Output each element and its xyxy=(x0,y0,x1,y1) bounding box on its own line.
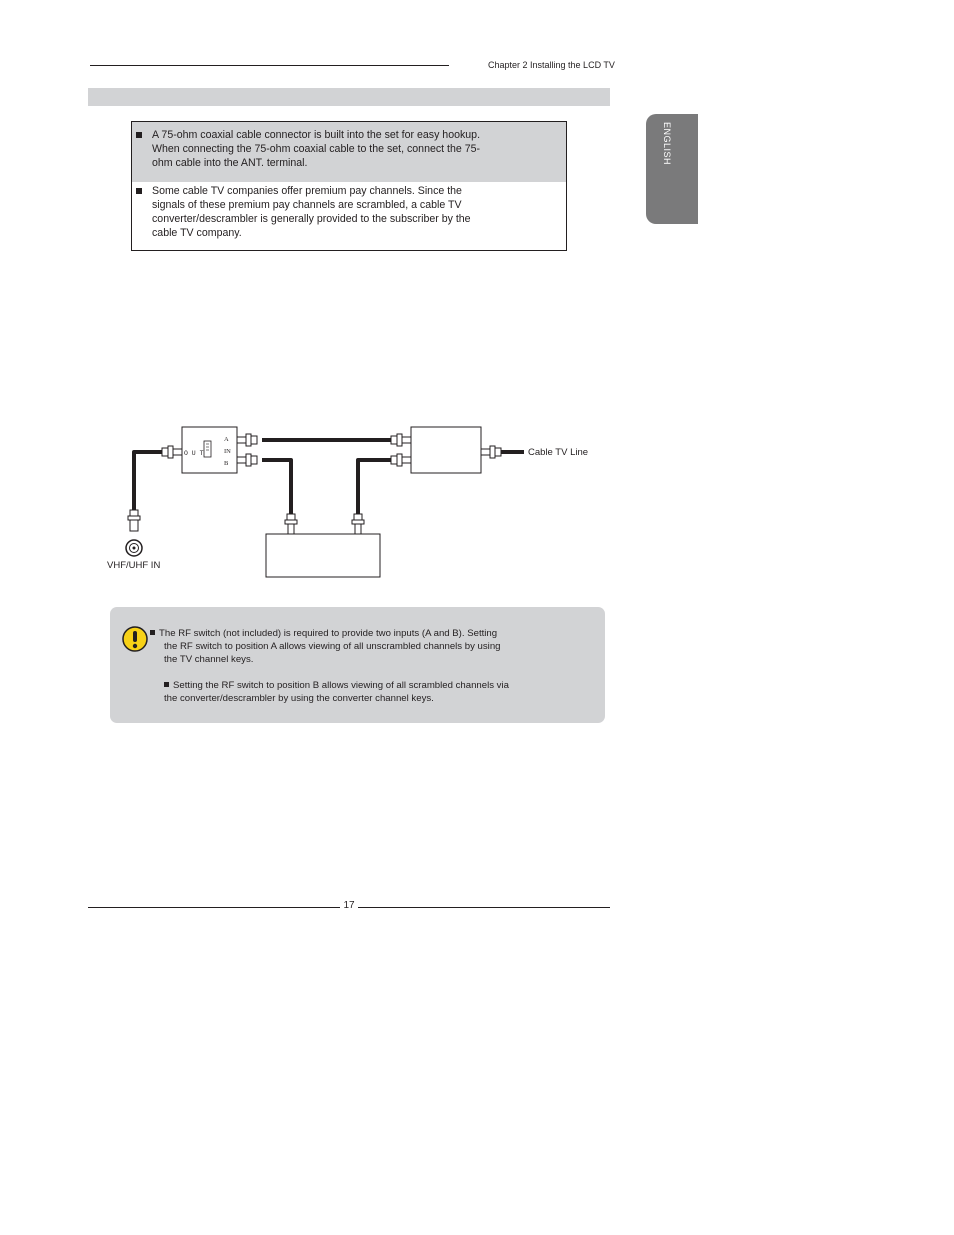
bullet-icon xyxy=(164,682,169,687)
vhf-uhf-jack-icon xyxy=(126,540,142,556)
note-line: converter/descrambler is generally provided to the subscriber by the xyxy=(152,213,471,225)
connector-tv-icon xyxy=(128,510,140,531)
switch-slider-icon xyxy=(204,441,211,457)
cable-b-to-bottom-box xyxy=(262,460,291,516)
rf-switch-b-label: B xyxy=(224,460,229,467)
note-box xyxy=(131,121,567,251)
page-number: 17 xyxy=(343,900,355,911)
note-line: Some cable TV companies offer premium pay channels. Since the xyxy=(152,185,462,197)
caution-icon xyxy=(122,626,148,652)
chapter-title: Chapter 2 Installing the LCD TV xyxy=(488,60,615,70)
note-line: A 75-ohm coaxial cable connector is built into the set for easy hookup. xyxy=(152,129,481,141)
bottom-box xyxy=(266,534,380,577)
caution-item-rf-switch xyxy=(150,627,501,666)
footer-rule-right xyxy=(358,907,610,908)
connector-b-icon xyxy=(237,454,257,466)
connector-right-box-bottom-icon xyxy=(391,454,411,466)
cable-out-to-tv xyxy=(134,452,162,512)
note-item-coaxial xyxy=(152,128,512,170)
caution-line: the converter/descrambler by using the converter channel keys. xyxy=(164,693,434,704)
rf-switch-in-label: IN xyxy=(224,448,231,455)
connector-bottom-right-icon xyxy=(352,514,364,534)
note-line: signals of these premium pay channels are scrambled, a cable TV xyxy=(152,199,462,211)
caution-line: The RF switch (not included) is required to provide two inputs (A and B). Setting xyxy=(159,628,498,639)
rf-switch-a-label: A xyxy=(224,436,229,443)
header-rule xyxy=(90,65,449,66)
connector-cable-line-icon xyxy=(481,446,501,458)
section-band xyxy=(88,88,610,106)
connector-out-icon xyxy=(162,446,182,458)
caution-line: Setting the RF switch to position B allows viewing of all scrambled channels via xyxy=(173,680,509,691)
bullet-icon xyxy=(150,630,155,635)
note-line: ohm cable into the ANT. terminal. xyxy=(152,157,308,169)
language-label: ENGLISH xyxy=(662,122,672,166)
caution-item-position-b xyxy=(150,679,509,705)
language-tab[interactable] xyxy=(646,114,698,224)
footer-rule-left xyxy=(88,907,340,908)
connector-right-box-top-icon xyxy=(391,434,411,446)
caution-box xyxy=(110,607,605,723)
rf-switch-out-label: O U T xyxy=(184,450,204,457)
note-line: cable TV company. xyxy=(152,227,242,239)
cable-bottom-box-to-right-box xyxy=(358,460,392,516)
note-item-premium xyxy=(152,184,512,240)
connector-a-icon xyxy=(237,434,257,446)
bullet-icon xyxy=(136,188,142,194)
caution-line: the TV channel keys. xyxy=(164,654,254,665)
vhf-uhf-in-label: VHF/UHF IN xyxy=(107,560,161,571)
right-box xyxy=(411,427,481,473)
cable-tv-line-label: Cable TV Line xyxy=(528,447,589,458)
note-line: When connecting the 75-ohm coaxial cable to the set, connect the 75- xyxy=(152,143,481,155)
bullet-icon xyxy=(136,132,142,138)
caution-line: the RF switch to position A allows viewing of all unscrambled channels by using xyxy=(164,641,501,652)
connector-bottom-left-icon xyxy=(285,514,297,534)
